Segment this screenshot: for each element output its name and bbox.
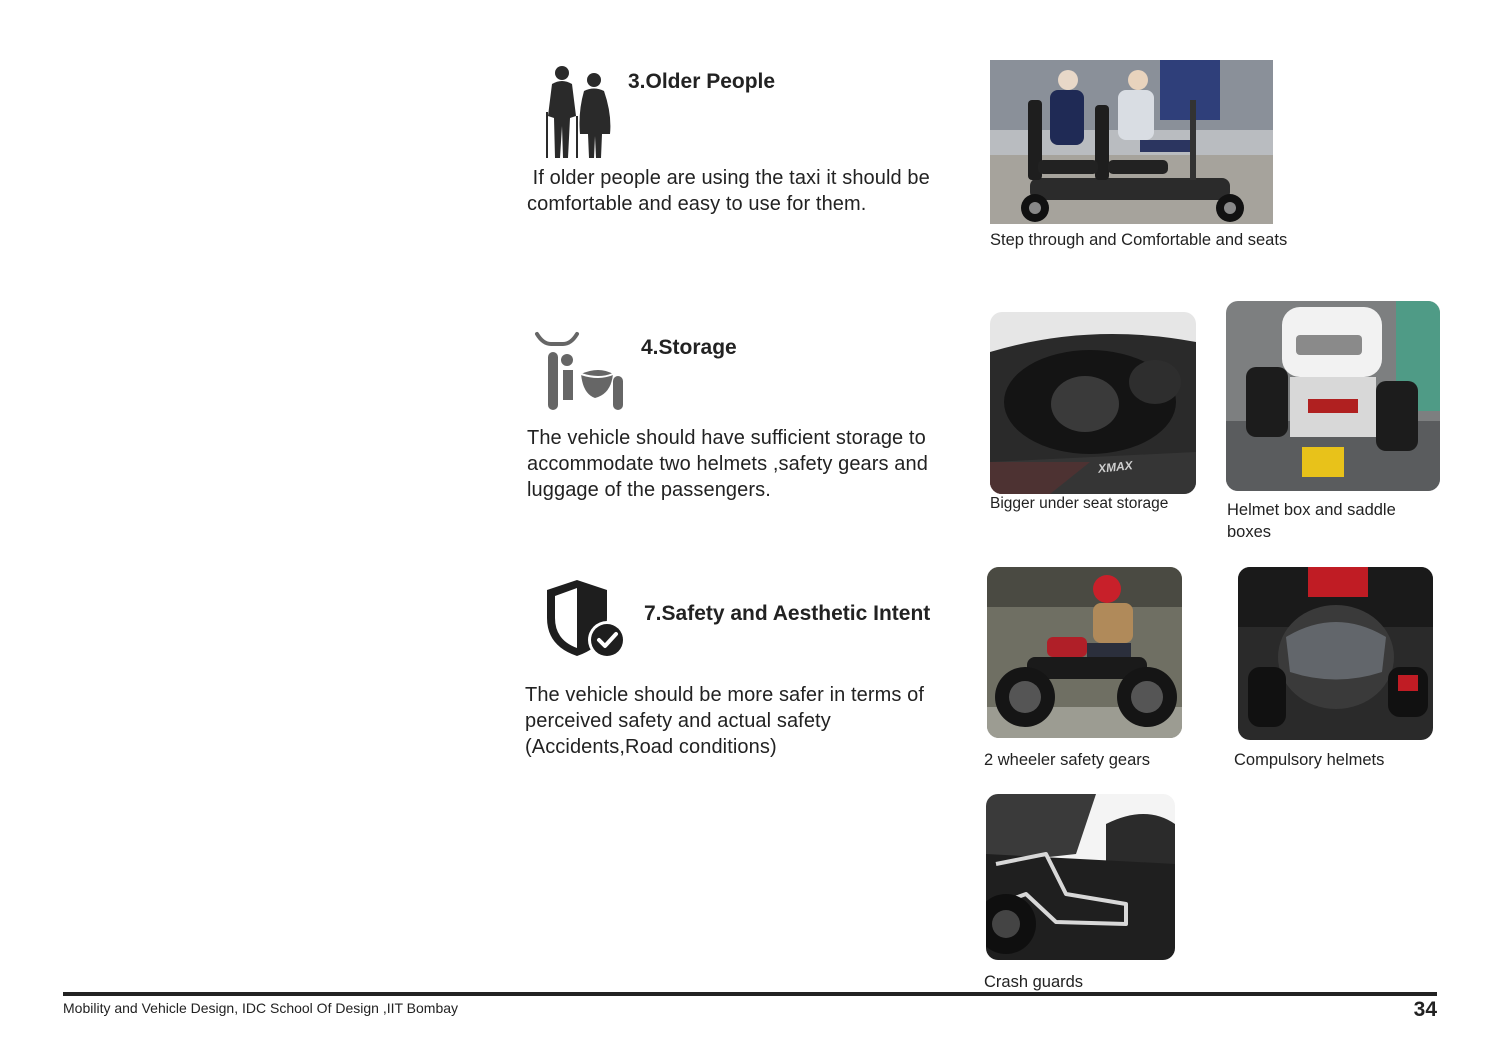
shield-check-icon: [543, 578, 627, 660]
under-seat-storage-photo: [990, 312, 1196, 494]
mobility-scooter-photo: [990, 60, 1273, 224]
section-body-older-people: If older people are using the taxi it should be comfortable and easy to use for them.: [527, 167, 936, 215]
footer-text: Mobility and Vehicle Design, IDC School Of Design ,IIT Bombay: [63, 1000, 459, 1016]
elderly-couple-icon: [540, 64, 616, 160]
section-body-safety: The vehicle should be more safer in terms of perceived safety and actual safety (Accidents,Road conditions): [525, 684, 925, 758]
footer-rule: [63, 992, 1437, 996]
section-body-storage: The vehicle should have sufficient storage to accommodate two helmets ,safety gears and luggage of the passengers.: [527, 427, 928, 501]
rider-safety-gear-photo: [987, 567, 1182, 738]
motorcycle-sidecar-icon: [533, 330, 625, 412]
figure-caption: Step through and Comfortable and seats: [990, 231, 1288, 249]
section-heading-storage: 4.Storage: [641, 336, 737, 359]
crash-guard-photo: [986, 794, 1175, 960]
figure-caption: Compulsory helmets: [1234, 751, 1385, 769]
helmet-photo: [1238, 567, 1433, 740]
section-heading-safety: 7.Safety and Aesthetic Intent: [644, 602, 931, 625]
figure-caption: Bigger under seat storage: [990, 495, 1169, 512]
section-heading-older-people: 3.Older People: [628, 70, 776, 93]
page-number: 34: [1413, 998, 1437, 1021]
brand-label: XMAX: [1097, 458, 1134, 476]
figure-caption: 2 wheeler safety gears: [984, 751, 1151, 769]
figure-caption: Crash guards: [984, 973, 1084, 991]
figure-caption: Helmet box and saddle boxes: [1227, 501, 1396, 541]
helmet-box-saddle-photo: [1226, 301, 1440, 491]
